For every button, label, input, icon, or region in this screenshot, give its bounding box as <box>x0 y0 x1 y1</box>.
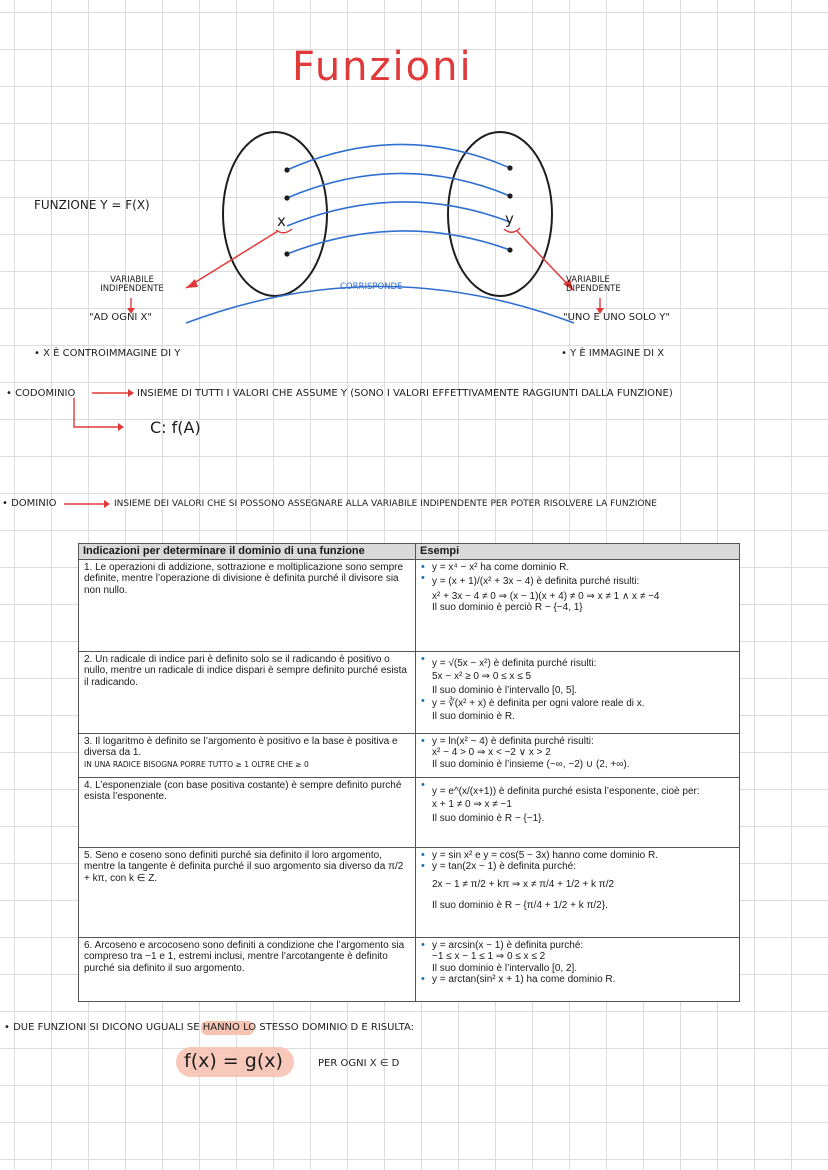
table-row <box>79 652 740 734</box>
table-body <box>79 560 740 1002</box>
y-label: y <box>505 210 514 228</box>
example-line: x² − 4 > 0 ⇒ x < −2 ∨ x > 2 <box>432 747 551 759</box>
example-line: −1 ≤ x − 1 ≤ 1 ⇒ 0 ≤ x ≤ 2 <box>432 951 546 963</box>
corrisponde-label: CORRISPONDE <box>340 282 403 292</box>
immagine-note: • Y È IMMAGINE DI X <box>561 348 665 359</box>
mapping-curve <box>287 202 510 226</box>
left-variable-label: VARIABILE INDIPENDENTE <box>100 275 164 294</box>
uguali-sentence: • DUE FUNZIONI SI DICONO UGUALI SE HANNO LO STESSO DOMINIO D E RISULTA: <box>4 1022 414 1033</box>
codomain-point <box>507 247 512 252</box>
example-line: • y = x⁴ − x² ha come dominio R. <box>421 562 734 573</box>
mapping-curve <box>287 144 510 170</box>
examples-cell <box>416 560 740 652</box>
arrow-to-y <box>517 231 573 290</box>
codominio-definition: INSIEME DI TUTTI I VALORI CHE ASSUME Y (SONO I VALORI EFFETTIVAMENTE RAGGIUNTI DALLA FUNZIONE) <box>137 388 673 399</box>
function-diagram <box>0 0 828 380</box>
controimmagine-note: • X È CONTROIMMAGINE DI Y <box>34 348 181 359</box>
example-line: • y = tan(2x − 1) è definita purché: <box>421 861 734 872</box>
example-line: x + 1 ≠ 0 ⇒ x ≠ −1 <box>432 799 512 811</box>
example-line: • y = (x + 1)/(x² + 3x − 4) è definita purché risulti: <box>421 573 734 590</box>
domain-point <box>284 167 289 172</box>
example-line: Il suo dominio è R. <box>432 711 515 723</box>
example-line: Il suo dominio è perciò R − {−4, 1} <box>432 601 583 613</box>
example-line: Il suo dominio è l’insieme (−∞, −2) ∪ (2, +∞). <box>432 758 630 770</box>
codominio-formula: C: f(A) <box>150 418 201 437</box>
rule-cell: 5. Seno e coseno sono definiti purché sia definito il loro argomento, mentre la tangente è definita purché il suo argomento sia diverso da π/2 + kπ, con k ∈ Z. <box>79 848 416 938</box>
table-row <box>79 938 740 1002</box>
rule-cell: 4. L’esponenziale (con base positiva costante) è sempre definito purché esista l’esponente. <box>79 778 416 848</box>
example-line: • y = ∛(x² + x) è definita per ogni valore reale di x. <box>421 696 734 709</box>
arrow-head <box>186 279 198 288</box>
example-line: Il suo dominio è l’intervallo [0, 2]. <box>432 962 578 974</box>
table-header-left: Indicazioni per determinare il dominio di una funzione <box>79 544 416 560</box>
example-line: • y = e^(x/(x+1)) è definita purché esista l’esponente, cioè per: <box>421 780 734 797</box>
example-line: Il suo dominio è R − {−1}. <box>432 812 545 824</box>
rule-cell: 1. Le operazioni di addizione, sottrazione e moltiplicazione sono sempre definite, mentre l’operazione di divisione è definita purché il divisore sia non nullo. <box>79 560 416 652</box>
table-row <box>79 734 740 778</box>
equality-condition: PER OGNI X ∈ D <box>318 1058 400 1069</box>
codominio-term: • CODOMINIO <box>6 388 76 399</box>
table-header-right: Esempi <box>416 544 740 560</box>
example-line: • y = √(5x − x²) è definita purché risulti: <box>421 654 734 669</box>
domain-point <box>284 251 289 256</box>
function-label: FUNZIONE Y = F(X) <box>34 198 150 212</box>
table-row <box>79 848 740 938</box>
right-variable-label: VARIABILE DIPENDENTE <box>566 275 621 294</box>
dominio-term: • DOMINIO <box>2 498 57 509</box>
table-row <box>79 560 740 652</box>
examples-cell <box>416 778 740 848</box>
example-line: • y = arcsin(x − 1) è definita purché: <box>421 940 734 951</box>
domain-set-ellipse <box>223 132 327 296</box>
rule-cell: 6. Arcoseno e arcocoseno sono definiti a condizione che l’argomento sia compreso tra −1 e 1, estremi inclusi, mentre l’arcotangente è definito purché sia definito il suo argomento. <box>79 938 416 1002</box>
example-line: 5x − x² ≥ 0 ⇒ 0 ≤ x ≤ 5 <box>432 671 532 683</box>
rule-cell: 2. Un radicale di indice pari è definito solo se il radicando è positivo o nullo, mentre un radicale di indice dispari è sempre definito purché esista il radicando. <box>79 652 416 734</box>
right-quote: "UNO E UNO SOLO Y" <box>563 312 670 323</box>
example-line: Il suo dominio è R − {π/4 + 1/2 + k π/2}. <box>432 899 608 911</box>
example-line: Il suo dominio è l’intervallo [0, 5]. <box>432 684 578 696</box>
page-title: Funzioni <box>292 44 473 90</box>
mapping-curve <box>287 231 510 254</box>
codomain-set-ellipse <box>448 132 552 296</box>
examples-cell <box>416 652 740 734</box>
codomain-point <box>507 165 512 170</box>
example-line: • y = sin x² e y = cos(5 − 3x) hanno come dominio R. <box>421 850 734 861</box>
rule-text: 3. Il logaritmo è definito se l’argomento è positivo e la base è positiva e diversa da 1. <box>84 736 398 759</box>
example-line: 2x − 1 ≠ π/2 + kπ ⇒ x ≠ π/4 + 1/2 + k π/2 <box>432 878 615 890</box>
handwritten-note: IN UNA RADICE BISOGNA PORRE TUTTO ≥ 1 OLTRE CHE ≥ 0 <box>84 759 309 769</box>
equality-formula: f(x) = g(x) <box>184 1050 283 1072</box>
x-label: x <box>277 212 286 230</box>
examples-cell <box>416 848 740 938</box>
example-line: x² + 3x − 4 ≠ 0 ⇒ (x − 1)(x + 4) ≠ 0 ⇒ x ≠ 1 ∧ x ≠ −4 <box>432 590 660 602</box>
examples-cell <box>416 938 740 1002</box>
arrow-to-x <box>186 231 278 288</box>
table-row <box>79 778 740 848</box>
dominio-arrow <box>60 496 120 512</box>
examples-cell <box>416 734 740 778</box>
codomain-point <box>507 193 512 198</box>
example-line: • y = ln(x² − 4) è definita purché risulti: <box>421 736 734 747</box>
left-quote: "AD OGNI X" <box>89 312 152 323</box>
mapping-curve <box>287 173 510 198</box>
example-line: • y = arctan(sin² x + 1) ha come dominio R. <box>421 974 734 985</box>
domain-rules-table <box>78 543 740 1002</box>
rule-cell <box>79 734 416 778</box>
domain-point <box>284 195 289 200</box>
dominio-definition: INSIEME DEI VALORI CHE SI POSSONO ASSEGNARE ALLA VARIABILE INDIPENDENTE PER POTER RISOLVERE LA FUNZIONE <box>114 499 657 509</box>
